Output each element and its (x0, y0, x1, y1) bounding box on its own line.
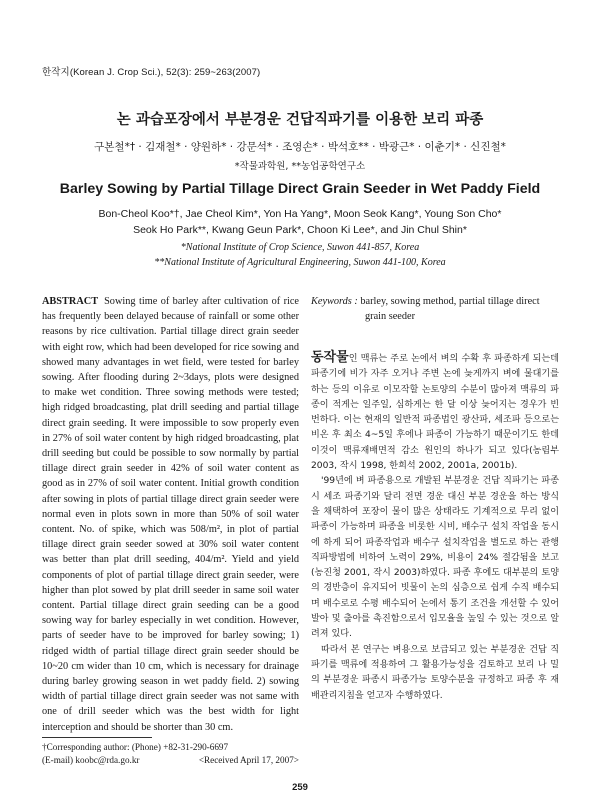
abstract (42, 294, 299, 735)
english-affiliation-2: **National Institute of Agricultural Engineering, Suwon 441-100, Korea (154, 257, 446, 268)
abstract-text: Sowing time of barley after cultivation of rice has frequently been delayed because of rainfall or some other reasons by rice cultivation. Partial tillage direct grain seeder with eight row, which had been developed for rice sowing and showed many advantages in wet field, were tested for barley sowing. After flooding during 2~3days, plots were designed to make wet condition. Three sowing methods were tested; high ridged broadcasting, plat drill seeding and partial tillage direct grain seeding. It were impossible to sow properly even in 27% of soil water content by high ridged broadcasting, plat drill seeding but could be possible to sow normally by partial tillage direct grain seeder in 42% of soil water content as good as in 27% of soil water content. Initial growth condition after sowing in plots of partial tillage direct grain seeder were normal even in plots sown in more than 50% of soil water content. No. of spike, which was 508/m², in plot of partial tillage direct grain seeder sowed at 30% soil water content was better than plat drill seeding, 404/m². Yield and yield components of plot of partial tillage direct grain seeder, were higher than plot sowed by plat drill seeder in same soil water content. Partial tillage direct grain seeding can be a good sowing way for barley especially in wet condition. However, parts of seeder have to be improved for barley sowing; 1) ridged width of partial tillage direct grain seeder should be 10~20 cm wider than 10 cm, which is necessary for drainage during barley growing season in wet paddy field. 2) sowing width of partial tillage direct grain seeder was not same with one of drill seeder which was the best width for light interception and should be shorter than 30 cm. (42, 296, 299, 733)
english-authors-line2: Seok Ho Park**, Kwang Geun Park*, Choon Ki Lee*, and Jin Chul Shin* (133, 224, 467, 236)
keywords (311, 294, 559, 324)
intro-paragraph-3: 따라서 본 연구는 벼용으로 보급되고 있는 부분경운 건답 직파기를 맥류에 적용하여 그 활용가능성을 검토하고 보리 나 밀의 부분경운 파종시 파종가능 토양수분을 규정하고 파종 후 재배관리지침을 얻고자 수행하였다. (311, 644, 559, 701)
footnote-received: <Received April 17, 2007> (198, 754, 299, 765)
intro-lead-word: 동작물 (311, 350, 349, 365)
page-number: 259 (292, 782, 308, 793)
keywords-line1: barley, sowing method, partial tillage direct (360, 296, 540, 307)
keywords-label: Keywords : (311, 296, 358, 307)
intro-paragraph-1 (311, 350, 559, 474)
footnote-corresponding: †Corresponding author: (Phone) +82-31-290-6697 (42, 742, 229, 752)
korean-authors: 구본철*† · 김재철* · 양원하* · 강문석* · 조영손* · 박석호** · 박광근* · 이춘기* · 신진철* (94, 141, 506, 153)
introduction (311, 350, 559, 704)
journal-citation: 한작지(Korean J. Crop Sci.), 52(3): 259~263(2007) (42, 67, 261, 78)
intro-paragraph-2: '99년에 벼 파종용으로 개발된 부분경운 건답 직파기는 파종시 세조 파종기와 달리 전면 경운 대신 부분 경운을 하는 방식을 채택하여 포장이 물이 많은 상태라도 기계적으로 무리 없이 파종이 가능하며 파종을 비롯한 시비, 배수구 설치 작업을 동시에 하게 되어 파종작업과 배수구 설치작업을 별도로 하는 관행 직파방법에 비하여 노력이 29%, 비용이 24% 절감됨을 보고(농진청 2001, 작시 2003)하였다. 파종 후에도 대부분의 토양의 경반층이 유지되어 빗물이 논의 심층으로 쉽게 수직 배수되며 배수로로 수평 배수되어 논에서 통기 조건을 개선할 수 있어 발아 및 출아를 촉진함으로서 입모율을 높일 수 있는 것으로 알려져 있다. (311, 476, 559, 640)
english-affiliation-1: *National Institute of Crop Science, Suwon 441-857, Korea (180, 242, 420, 253)
footnote-divider (42, 737, 152, 738)
intro-paragraph-1-text: 인 맥류는 주로 논에서 벼의 수확 후 파종하게 되는데 파종기에 비가 자주 오거나 주변 논에 늦게까지 벼에 물대기를 하는 등의 이유로 이모작할 논토양의 수분이 많아져 맥류의 파종이 적게는 일주일, 심하게는 한 달 이상 늦어지는 경우가 빈번하다. 이는 현재의 일반적 파종법인 광산파, 세조파 등으로는 비온 후 최소 4~5일 후에나 파종이 가능하기 때문이기도 한데 이것이 맥류재배면적 감소 원인의 하나가 되고 있다(농림부 2003, 작시 1998, 한희석 2002, 2001a, 2001b). (311, 354, 559, 472)
keywords-line2: grain seeder (365, 311, 416, 322)
english-authors-line1: Bon-Cheol Koo*†, Jae Cheol Kim*, Yon Ha Yang*, Moon Seok Kang*, Young Son Cho* (98, 208, 502, 220)
footnote (42, 741, 299, 766)
abstract-heading: ABSTRACT (42, 296, 99, 307)
english-authors (0, 206, 600, 238)
korean-affiliation: *작물과학원, **농업공학연구소 (234, 161, 366, 172)
english-title: Barley Sowing by Partial Tillage Direct Grain Seeder in Wet Paddy Field (59, 181, 541, 197)
english-affiliation (0, 240, 600, 270)
korean-title: 논 과습포장에서 부분경운 건답직파기를 이용한 보리 파종 (116, 112, 484, 128)
footnote-email: (E-mail) koobc@rda.go.kr (42, 754, 140, 765)
